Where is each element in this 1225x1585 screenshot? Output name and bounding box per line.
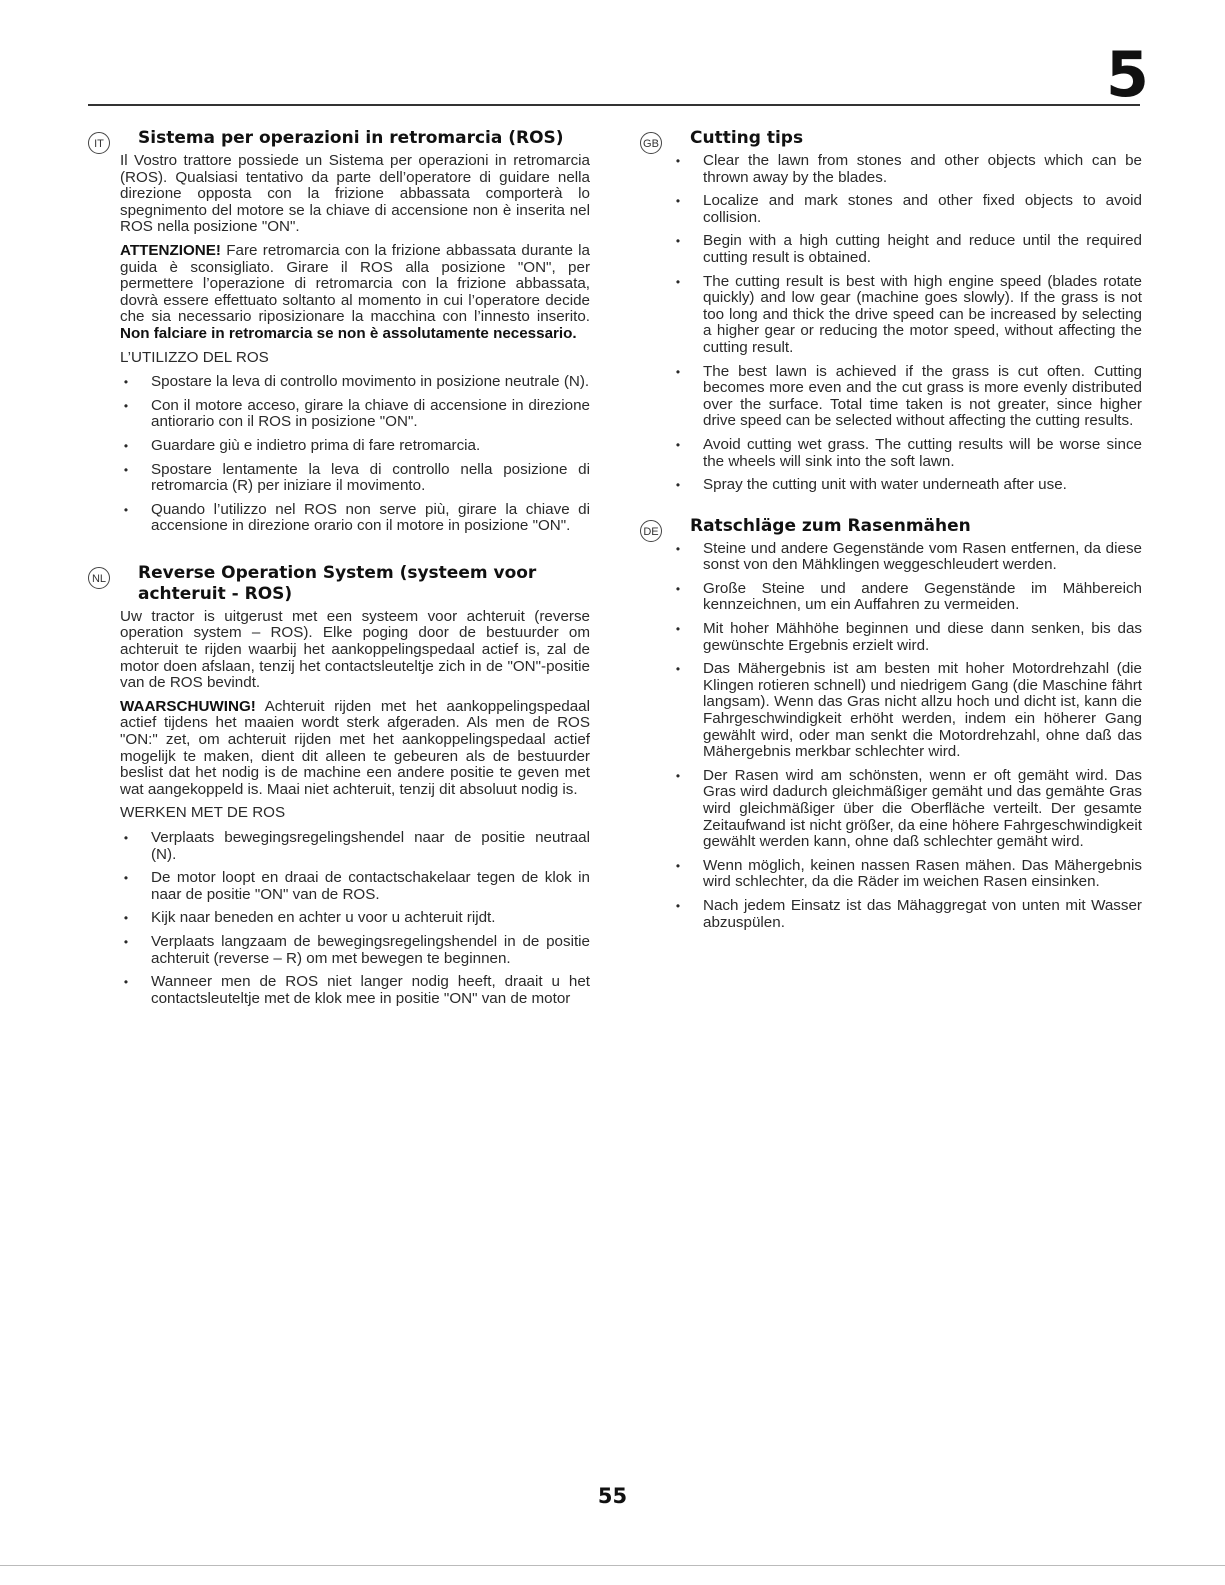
list-item (672, 621, 1142, 654)
header-rule (88, 104, 1140, 106)
section-de (640, 516, 1142, 931)
list-item-text: Con il motore acceso, girare la chiave di accensione in direzione antiorario con il ROS in posizione "ON". (151, 396, 590, 431)
section-body-gb (672, 153, 1142, 494)
list-item-text: Avoid cutting wet grass. The cutting results will be worse since the wheels will sink into the soft lawn. (703, 435, 1142, 470)
list-item-text: Clear the lawn from stones and other objects which can be thrown away by the blades. (703, 152, 1142, 186)
list-item (672, 858, 1142, 891)
list-item-text: Spostare lentamente la leva di controllo nella posizione di retromarcia (R) per iniziare il movimento. (151, 460, 590, 495)
list-item (120, 438, 590, 455)
bullet-icon: • (675, 768, 681, 783)
list-item-text: Spray the cutting unit with water underneath after use. (703, 476, 1067, 494)
right-column (640, 128, 1142, 953)
bullet-icon: • (123, 438, 129, 453)
bullet-icon: • (675, 898, 681, 913)
list-item-text: Große Steine und andere Gegenstände im Mähbereich kennzeichnen, um ein Auffahren zu vermeiden. (703, 579, 1142, 614)
warning-paragraph-it (120, 243, 590, 343)
bullet-icon: • (675, 581, 681, 596)
bullet-icon: • (675, 274, 681, 289)
list-item (672, 898, 1142, 931)
section-body-nl (120, 609, 590, 1007)
list-gb (672, 153, 1142, 494)
section-gb (640, 128, 1142, 494)
subheading-it: L’UTILIZZO DEL ROS (120, 348, 269, 366)
bullet-icon: • (123, 375, 129, 390)
list-item (120, 910, 590, 927)
list-item (120, 502, 590, 535)
list-item (672, 364, 1142, 430)
list-item-text: Wenn möglich, keinen nassen Rasen mähen. Das Mähergebnis wird schlechter, da die Räder im weichen Rasen einsinken. (703, 856, 1142, 891)
list-item (672, 541, 1142, 574)
language-badge-it: IT (88, 132, 110, 154)
warning-text-it: Fare retromarcia con la frizione abbassata durante la guida è sconsigliato. Girare il ROS alla posizione "ON", per permettere l’operazione di retromarcia con la frizione abbassata, dovrà essere effettuato soltanto al momento in cui l’operatore decide che sia necessario riposizionare la macchina con l’innesto inserito. (120, 241, 590, 326)
list-item (672, 581, 1142, 614)
section-body-it (120, 153, 590, 535)
subheading-nl: WERKEN MET DE ROS (120, 804, 286, 822)
list-item (120, 462, 590, 495)
list-item (672, 153, 1142, 186)
list-item-text: Quando l’utilizzo nel ROS non serve più, girare la chiave di accensione in direzione orario con il motore in posizione "ON". (151, 500, 590, 535)
bullet-icon: • (675, 662, 681, 677)
bullet-icon: • (123, 871, 129, 886)
list-item (672, 477, 1142, 494)
list-item-text: Localize and mark stones and other fixed objects to avoid collision. (703, 192, 1142, 226)
list-it (120, 374, 590, 535)
language-badge-de: DE (640, 520, 662, 542)
bullet-icon: • (123, 934, 129, 949)
list-item-text: De motor loopt en draai de contactschakelaar tegen de klok in naar de positie "ON" van de ROS. (151, 869, 590, 903)
warning-paragraph-nl (120, 699, 590, 799)
bullet-icon: • (123, 975, 129, 990)
bullet-icon: • (675, 154, 681, 168)
section-nl (88, 563, 590, 1007)
section-it (88, 128, 590, 535)
list-item-text: The best lawn is achieved if the grass is cut often. Cutting becomes more even and the cut grass is more evenly distributed over the surface. Total time taken is not greater, since higher drive speed can be selected without affecting the cutting results. (703, 362, 1142, 430)
list-item-text: Kijk naar beneden en achter u voor u achteruit rijdt. (151, 909, 496, 927)
list-item (120, 934, 590, 967)
bullet-icon: • (123, 831, 129, 845)
bullet-icon: • (675, 858, 681, 873)
warning-label-nl: WAARSCHUWING! (120, 697, 256, 715)
warning-text-nl: Achteruit rijden met het aankoppelingspedaal actief tijdens het maaien wordt sterk afgeraden. Als men de ROS "ON:" zet, om achteruit rijden met het aankoppelingspedaal actief mogelijk te maken, dient dit alleen te gebeuren als de bestuurder beslist dat het nodig is de machine een andere positie te geven met wat aangekoppeld is. Maai niet achteruit, tenzij dit absoluut nodig is. (120, 697, 590, 798)
warning-bold-end-it: Non falciare in retromarcia se non è assolutamente necessario. (120, 324, 577, 342)
list-item (120, 830, 590, 863)
list-item (120, 398, 590, 431)
list-item-text: The cutting result is best with high engine speed (blades rotate quickly) and low gear (machine goes slowly). If the grass is not too long and thick the drive speed can be increased by selecting a higher gear or reducing the motor speed, without affecting the cutting result. (703, 272, 1142, 356)
list-item-text: Der Rasen wird am schönsten, wenn er oft gemäht wird. Das Gras wird dadurch gleichmäßiger gemäht und das gemähte Gras wird gleichmäßiger über die Oberfläche verteilt. Der gesamte Zeitaufwand ist nicht größer, da eine höhere Fahrgeschwindigkeit gewählt werden kann, ohne daß schlechter gemäht wird. (703, 766, 1142, 851)
bullet-icon: • (675, 437, 681, 452)
bullet-icon: • (675, 622, 681, 637)
left-column (88, 128, 590, 1029)
bullet-icon: • (123, 462, 129, 477)
bullet-icon: • (123, 398, 129, 413)
list-item (672, 193, 1142, 226)
list-item-text: Spostare la leva di controllo movimento in posizione neutrale (N). (151, 373, 590, 391)
list-item (120, 974, 590, 1007)
list-item (672, 274, 1142, 357)
bullet-icon: • (123, 502, 129, 517)
list-item (120, 870, 590, 903)
list-nl (120, 830, 590, 1007)
warning-label-it: ATTENZIONE! (120, 241, 221, 259)
scan-edge-line (0, 1565, 1225, 1566)
section-title-nl: Reverse Operation System (systeem voor achteruit - ROS) (138, 562, 537, 604)
list-item (672, 233, 1142, 266)
list-item-text: Wanneer men de ROS niet langer nodig heeft, draait u het contactsleuteltje met de klok mee in positie "ON" van de motor (151, 973, 590, 1007)
list-item (120, 374, 590, 391)
bullet-icon: • (675, 194, 681, 209)
list-item-text: Guardare giù e indietro prima di fare retromarcia. (151, 436, 481, 454)
section-title-de: Ratschläge zum Rasenmähen (690, 515, 971, 536)
list-item-text: Verplaats langzaam de bewegingsregelingshendel in de positie achteruit (reverse – R) om met bewegen te beginnen. (151, 932, 590, 967)
section-title-gb: Cutting tips (690, 128, 804, 148)
intro-paragraph-nl: Uw tractor is uitgerust met een systeem voor achteruit (reverse operation system – ROS). Elke poging door de bestuurder om achteruit te rijden waarbij het aankoppelingspedaal actief is, zal de motor doen afslaan, tenzij het contactsleuteltje zich in de "ON"-positie van de ROS bevindt. (120, 607, 590, 692)
bullet-icon: • (675, 478, 681, 493)
bullet-icon: • (675, 541, 681, 556)
list-item-text: Begin with a high cutting height and reduce until the required cutting result is obtained. (703, 232, 1142, 266)
list-item (672, 437, 1142, 470)
language-badge-nl: NL (88, 567, 110, 589)
chapter-number: 5 (1105, 38, 1147, 111)
bullet-icon: • (675, 234, 681, 249)
list-item-text: Mit hoher Mähhöhe beginnen und diese dann senken, bis das gewünschte Ergebnis erzielt wird. (703, 620, 1142, 654)
language-badge-gb: GB (640, 132, 662, 154)
list-item (672, 661, 1142, 761)
list-item-text: Steine und andere Gegenstände vom Rasen entfernen, da diese sonst von den Mähklingen weggeschleudert werden. (703, 539, 1142, 574)
list-de (672, 541, 1142, 931)
intro-paragraph-it: Il Vostro trattore possiede un Sistema per operazioni in retromarcia (ROS). Qualsiasi tentativo da parte dell’operatore di guidare nella direzione opposta con la frizione abbassata comporterà lo spegnimento del motore se la chiave di accensione non è inserita nel ROS nella posizione "ON". (120, 152, 590, 236)
section-body-de (672, 541, 1142, 931)
list-item-text: Das Mähergebnis ist am besten mit hoher Motordrehzahl (die Klingen rotieren schnell) und niedrigem Gang (die Maschine fährt langsam). Wenn das Gras nicht allzu hoch und dicht ist, kann die Fahrgeschwindigkeit erhöht werden, indem ein höherer Gang gewählt wird, oder man senkt die Motordrehzahl, ohne daß das Mähergebnis merkbar schlechter wird. (703, 660, 1142, 761)
list-item-text: Verplaats bewegingsregelingshendel naar de positie neutraal (N). (151, 829, 590, 863)
bullet-icon: • (675, 364, 681, 379)
list-item (672, 768, 1142, 851)
bullet-icon: • (123, 911, 129, 926)
page-number: 55 (597, 1484, 628, 1508)
list-item-text: Nach jedem Einsatz ist das Mähaggregat von unten mit Wasser abzuspülen. (703, 896, 1142, 931)
section-title-it: Sistema per operazioni in retromarcia (ROS) (138, 128, 564, 148)
